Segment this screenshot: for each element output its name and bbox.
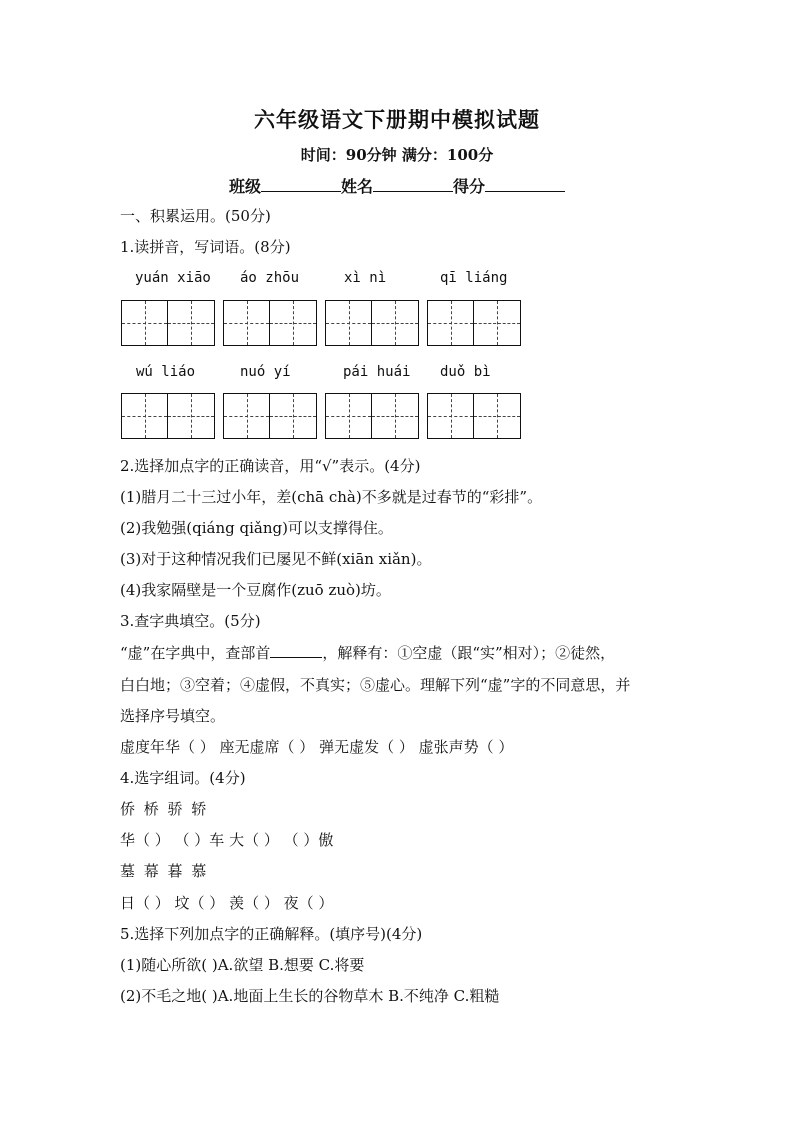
writing-grid[interactable]: [325, 300, 419, 346]
question-text: 白白地；③空着；④虚假，不真实；⑤虚心。理解下列“虚”字的不同意思，并: [120, 676, 631, 694]
question-5-heading: 5.选择下列加点字的正确解释。(填序号)(4分): [120, 925, 423, 943]
name-label: 姓名: [340, 177, 373, 196]
fill-in-items: 日（ ） 坟（ ） 羡（ ） 夜（ ）: [120, 894, 334, 912]
question-3-heading: 3.查字典填空。(5分): [120, 612, 261, 630]
question-text: 选择序号填空。: [120, 707, 226, 725]
radical-blank[interactable]: [270, 643, 322, 658]
page-title: 六年级语文下册期中模拟试题: [254, 107, 540, 132]
writing-grid[interactable]: [223, 393, 317, 439]
question-item: (1)随心所欲( )A.欲望 B.想要 C.将要: [120, 956, 365, 974]
char-options: 墓 幕 暮 慕: [120, 862, 209, 880]
pinyin-label: áo zhōu: [240, 270, 300, 286]
class-blank[interactable]: [261, 175, 341, 192]
question-2-heading: 2.选择加点字的正确读音，用“√”表示。(4分): [120, 457, 421, 475]
section-heading: 一、积累运用。(50分): [120, 207, 271, 225]
fill-in-items: 华（ ） （ ）车 大（ ） （ ）傲: [120, 831, 334, 849]
pinyin-label: pái huái: [343, 364, 411, 380]
class-label: 班级: [228, 177, 261, 196]
writing-grid[interactable]: [121, 393, 215, 439]
writing-grid[interactable]: [223, 300, 317, 346]
question-item: (1)腊月二十三过小年，差(chā chà)不多就是过春节的“彩排”。: [120, 488, 543, 506]
pinyin-label: nuó yí: [240, 364, 291, 380]
writing-grid[interactable]: [325, 393, 419, 439]
score-blank[interactable]: [485, 175, 565, 192]
question-text-part: ，解释有：①空虚（跟“实”相对）；②徒然，: [322, 644, 616, 662]
pinyin-label: qī liáng: [440, 270, 508, 286]
writing-grid[interactable]: [121, 300, 215, 346]
score-label: 得分: [453, 177, 486, 196]
writing-grid[interactable]: [427, 300, 521, 346]
pinyin-label: duǒ bì: [440, 364, 491, 380]
question-item: (2)我勉强(qiáng qiǎng)可以支撑得住。: [120, 519, 393, 537]
student-info-line: [0, 174, 794, 197]
question-item: (4)我家隔壁是一个豆腐作(zuō zuò)坊。: [120, 581, 391, 599]
pinyin-label: wú liáo: [136, 364, 196, 380]
pinyin-label: yuán xiāo: [135, 270, 211, 286]
name-blank[interactable]: [373, 175, 453, 192]
question-1-heading: 1.读拼音，写词语。(8分): [120, 238, 291, 256]
pinyin-label: xì nì: [344, 270, 387, 286]
question-item: (3)对于这种情况我们已屡见不鲜(xiān xiǎn)。: [120, 550, 432, 568]
char-options: 侨 桥 骄 轿: [120, 800, 209, 818]
exam-info: 时间：90分钟 满分：100分: [300, 146, 494, 164]
question-text: [120, 643, 615, 663]
question-item: (2)不毛之地( )A.地面上生长的谷物草木 B.不纯净 C.粗糙: [120, 987, 500, 1005]
question-4-heading: 4.选字组词。(4分): [120, 769, 246, 787]
fill-in-items: 虚度年华（ ） 座无虚席（ ） 弹无虚发（ ） 虚张声势（ ）: [120, 738, 514, 756]
writing-grid[interactable]: [427, 393, 521, 439]
question-text-part: “虚”在字典中，查部首: [120, 644, 271, 662]
